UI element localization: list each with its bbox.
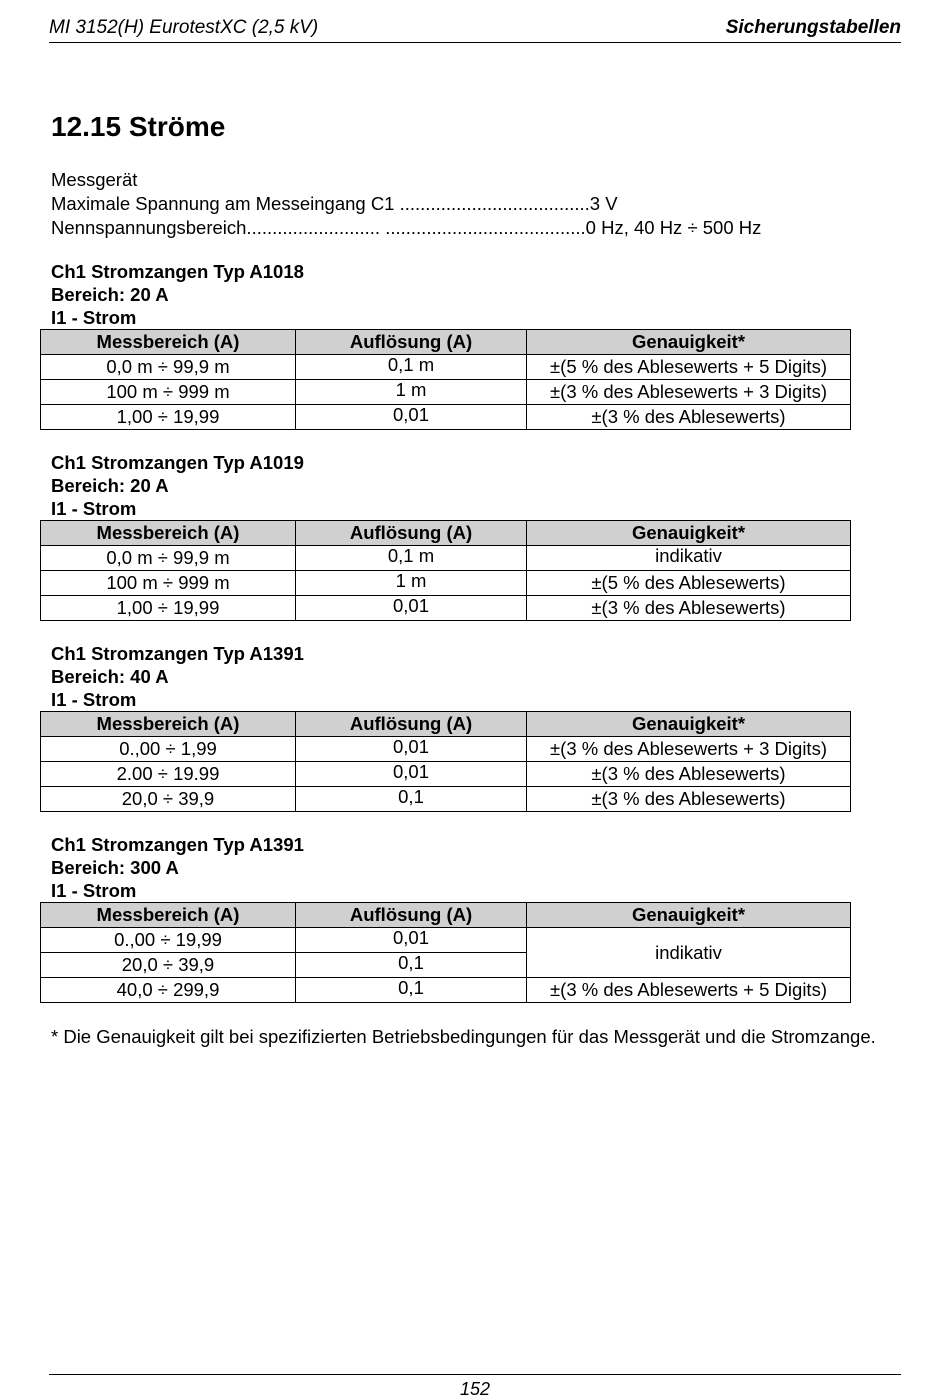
- col-header-accuracy: Genauigkeit*: [527, 903, 851, 928]
- cell-resolution: 0,01: [296, 737, 527, 762]
- spec-line: Messgerät: [51, 169, 138, 190]
- cell-resolution: 0,1: [296, 953, 527, 978]
- section-heading: Ch1 Stromzangen Typ A1391: [51, 643, 304, 664]
- header-section-title: Sicherungstabellen: [725, 17, 901, 38]
- section-range: Bereich: 20 A: [51, 475, 169, 496]
- cell-accuracy: ±(3 % des Ablesewerts + 3 Digits): [527, 380, 851, 405]
- col-header-range: Messbereich (A): [41, 712, 296, 737]
- accuracy-table: [40, 329, 851, 430]
- cell-resolution: 0,01: [296, 405, 527, 430]
- section-a1019: [40, 451, 850, 621]
- table-header-row: [41, 903, 851, 928]
- cell-accuracy-merged: indikativ: [527, 928, 851, 978]
- cell-accuracy: ±(3 % des Ablesewerts): [527, 596, 851, 621]
- page-title: 12.15 Ströme: [51, 111, 226, 142]
- cell-resolution: 0,01: [296, 928, 527, 953]
- col-header-resolution: Auflösung (A): [296, 903, 527, 928]
- cell-resolution: 0,1 m: [296, 546, 527, 571]
- cell-resolution: 0,1 m: [296, 355, 527, 380]
- section-a1018: [40, 260, 850, 430]
- accuracy-table: [40, 711, 851, 812]
- cell-accuracy: ±(3 % des Ablesewerts): [527, 787, 851, 812]
- spec-block: [51, 168, 761, 240]
- cell-accuracy: indikativ: [527, 546, 851, 571]
- col-header-resolution: Auflösung (A): [296, 521, 527, 546]
- table-header-row: [41, 712, 851, 737]
- cell-range: 2.00 ÷ 19.99: [41, 762, 296, 787]
- cell-range: 0,0 m ÷ 99,9 m: [41, 355, 296, 380]
- table-header-row: [41, 330, 851, 355]
- cell-accuracy: ±(3 % des Ablesewerts + 5 Digits): [527, 978, 851, 1003]
- cell-resolution: 0,01: [296, 596, 527, 621]
- cell-resolution: 0,1: [296, 978, 527, 1003]
- section-range: Bereich: 300 A: [51, 857, 179, 878]
- cell-resolution: 1 m: [296, 571, 527, 596]
- cell-range: 0.,00 ÷ 19,99: [41, 928, 296, 953]
- table-row: [41, 405, 851, 430]
- section-heading: Ch1 Stromzangen Typ A1019: [51, 452, 304, 473]
- page-number: 152: [459, 1379, 491, 1399]
- cell-accuracy: ±(5 % des Ablesewerts + 5 Digits): [527, 355, 851, 380]
- section-heading: Ch1 Stromzangen Typ A1391: [51, 834, 304, 855]
- col-header-resolution: Auflösung (A): [296, 712, 527, 737]
- section-channel: I1 - Strom: [51, 498, 137, 519]
- section-channel: I1 - Strom: [51, 689, 137, 710]
- cell-range: 0.,00 ÷ 1,99: [41, 737, 296, 762]
- cell-accuracy: ±(3 % des Ablesewerts): [527, 405, 851, 430]
- cell-range: 100 m ÷ 999 m: [41, 380, 296, 405]
- col-header-accuracy: Genauigkeit*: [527, 521, 851, 546]
- col-header-resolution: Auflösung (A): [296, 330, 527, 355]
- accuracy-footnote: * Die Genauigkeit gilt bei spezifizierten Betriebsbedingungen für das Messgerät und die Stromzange.: [51, 1026, 876, 1047]
- cell-accuracy: ±(3 % des Ablesewerts): [527, 762, 851, 787]
- cell-resolution: 0,01: [296, 762, 527, 787]
- cell-range: 1,00 ÷ 19,99: [41, 405, 296, 430]
- table-row: [41, 355, 851, 380]
- cell-resolution: 0,1: [296, 787, 527, 812]
- accuracy-table: [40, 520, 851, 621]
- cell-range: 1,00 ÷ 19,99: [41, 596, 296, 621]
- section-channel: I1 - Strom: [51, 880, 137, 901]
- cell-range: 0,0 m ÷ 99,9 m: [41, 546, 296, 571]
- table-row: [41, 978, 851, 1003]
- section-a1391-40a: [40, 642, 850, 812]
- spec-line: Nennspannungsbereich.......................... .......................................0 Hz, 40 Hz ÷ 500 Hz: [51, 217, 762, 238]
- accuracy-table: [40, 902, 851, 1003]
- table-row: [41, 380, 851, 405]
- section-range: Bereich: 20 A: [51, 284, 169, 305]
- cell-resolution: 1 m: [296, 380, 527, 405]
- col-header-accuracy: Genauigkeit*: [527, 330, 851, 355]
- col-header-range: Messbereich (A): [41, 903, 296, 928]
- section-heading: Ch1 Stromzangen Typ A1018: [51, 261, 304, 282]
- cell-accuracy: ±(5 % des Ablesewerts): [527, 571, 851, 596]
- cell-range: 40,0 ÷ 299,9: [41, 978, 296, 1003]
- col-header-range: Messbereich (A): [41, 330, 296, 355]
- table-row: [41, 928, 851, 953]
- cell-range: 20,0 ÷ 39,9: [41, 953, 296, 978]
- page-footer: [49, 1374, 901, 1399]
- section-a1391-300a: [40, 833, 850, 1003]
- table-row: [41, 571, 851, 596]
- table-row: [41, 787, 851, 812]
- table-header-row: [41, 521, 851, 546]
- col-header-accuracy: Genauigkeit*: [527, 712, 851, 737]
- table-row: [41, 546, 851, 571]
- table-row: [41, 737, 851, 762]
- cell-accuracy: ±(3 % des Ablesewerts + 3 Digits): [527, 737, 851, 762]
- cell-range: 20,0 ÷ 39,9: [41, 787, 296, 812]
- col-header-range: Messbereich (A): [41, 521, 296, 546]
- spec-line: Maximale Spannung am Messeingang C1 .....................................3 V: [51, 193, 618, 214]
- cell-range: 100 m ÷ 999 m: [41, 571, 296, 596]
- page-header: [49, 15, 901, 43]
- header-doc-title: MI 3152(H) EurotestXC (2,5 kV): [49, 17, 319, 38]
- table-row: [41, 596, 851, 621]
- table-row: [41, 762, 851, 787]
- section-channel: I1 - Strom: [51, 307, 137, 328]
- section-range: Bereich: 40 A: [51, 666, 169, 687]
